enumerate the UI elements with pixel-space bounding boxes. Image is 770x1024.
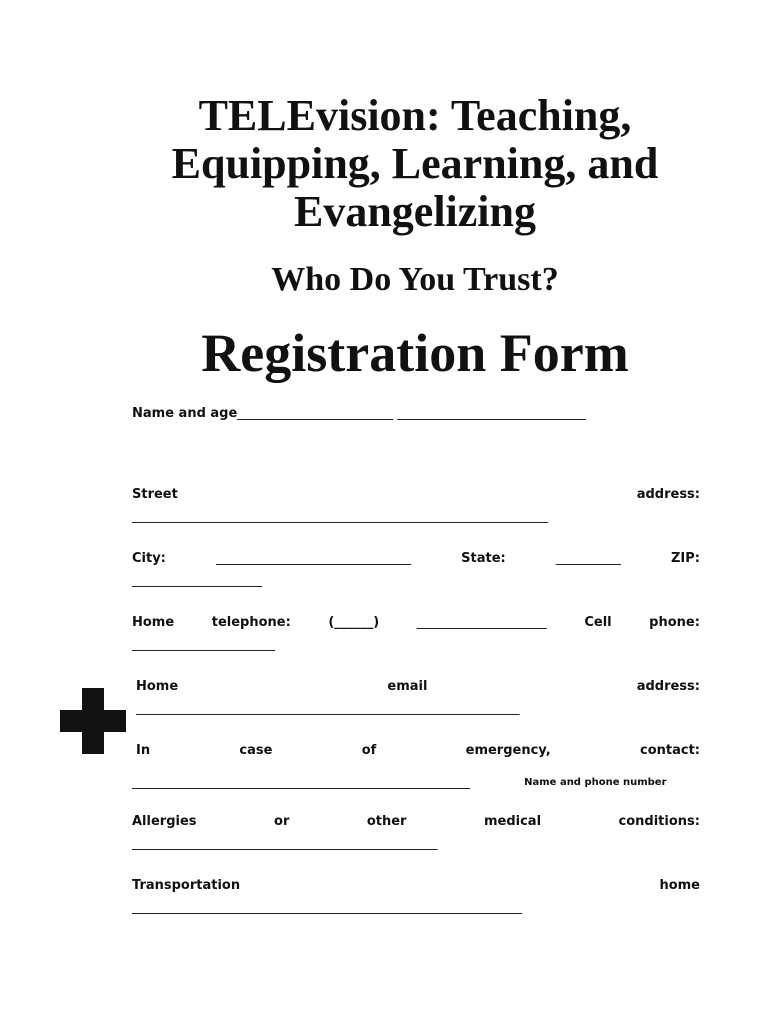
address-label: address: xyxy=(636,487,700,502)
telephone-label: telephone: xyxy=(211,615,291,630)
emergency-row xyxy=(136,743,700,759)
street-label: Street xyxy=(132,487,178,502)
phone-label: phone: xyxy=(649,615,700,630)
emergency-word-in: In xyxy=(136,743,151,758)
state-field[interactable]: __________ xyxy=(555,551,621,566)
emergency-word-emergency: emergency, xyxy=(465,743,551,758)
allergies-word-5: conditions: xyxy=(618,814,700,829)
emergency-word-contact: contact: xyxy=(640,743,700,758)
street-address-row xyxy=(132,487,700,503)
emergency-word-case: case xyxy=(239,743,273,758)
cell-label: Cell xyxy=(584,615,612,630)
area-code-field[interactable]: (______) xyxy=(328,615,380,630)
home-telephone-field[interactable]: ____________________ xyxy=(416,615,547,630)
name-age-field[interactable]: ________________________ _____________________________ xyxy=(237,406,586,421)
transportation-home-label: home xyxy=(659,878,700,893)
cross-icon xyxy=(60,688,126,754)
allergies-row xyxy=(132,814,700,830)
emergency-note: Name and phone number xyxy=(524,777,667,788)
emergency-line-row xyxy=(132,775,702,790)
allergies-word-3: other xyxy=(366,814,407,829)
allergies-word-2: or xyxy=(274,814,290,829)
cell-phone-field[interactable]: ______________________ xyxy=(132,638,275,652)
city-label: City: xyxy=(132,551,166,566)
home-label: Home xyxy=(132,615,175,630)
name-age-label: Name and age xyxy=(132,406,238,421)
state-label: State: xyxy=(461,551,506,566)
document-title: TELEvision: Teaching, Equipping, Learning, and Evangelizing xyxy=(171,91,659,236)
transportation-label: Transportation xyxy=(132,878,241,893)
email-home-label: Home xyxy=(136,679,179,694)
allergies-word-1: Allergies xyxy=(132,814,197,829)
email-field[interactable]: ___________________________________________________________ xyxy=(136,702,520,716)
transportation-field[interactable]: ____________________________________________________________ xyxy=(132,901,522,915)
emergency-word-of: of xyxy=(361,743,377,758)
email-address-label: address: xyxy=(636,679,700,694)
emergency-contact-field[interactable]: ____________________________________________________ xyxy=(132,776,470,790)
street-address-field[interactable]: ________________________________________________________________ xyxy=(132,510,548,524)
zip-label: ZIP: xyxy=(670,551,700,566)
transportation-row xyxy=(132,878,700,894)
email-label: email xyxy=(387,679,428,694)
zip-field[interactable]: ____________________ xyxy=(132,574,262,588)
city-field[interactable]: ______________________________ xyxy=(216,551,412,566)
city-state-zip-row xyxy=(132,551,700,567)
phone-row xyxy=(132,615,700,631)
document-subtitle: Who Do You Trust? xyxy=(271,261,559,298)
form-title: Registration Form xyxy=(201,323,629,383)
email-row xyxy=(136,679,700,695)
allergies-word-4: medical xyxy=(483,814,542,829)
name-age-row xyxy=(132,406,700,422)
allergies-field[interactable]: _______________________________________________ xyxy=(132,837,438,851)
